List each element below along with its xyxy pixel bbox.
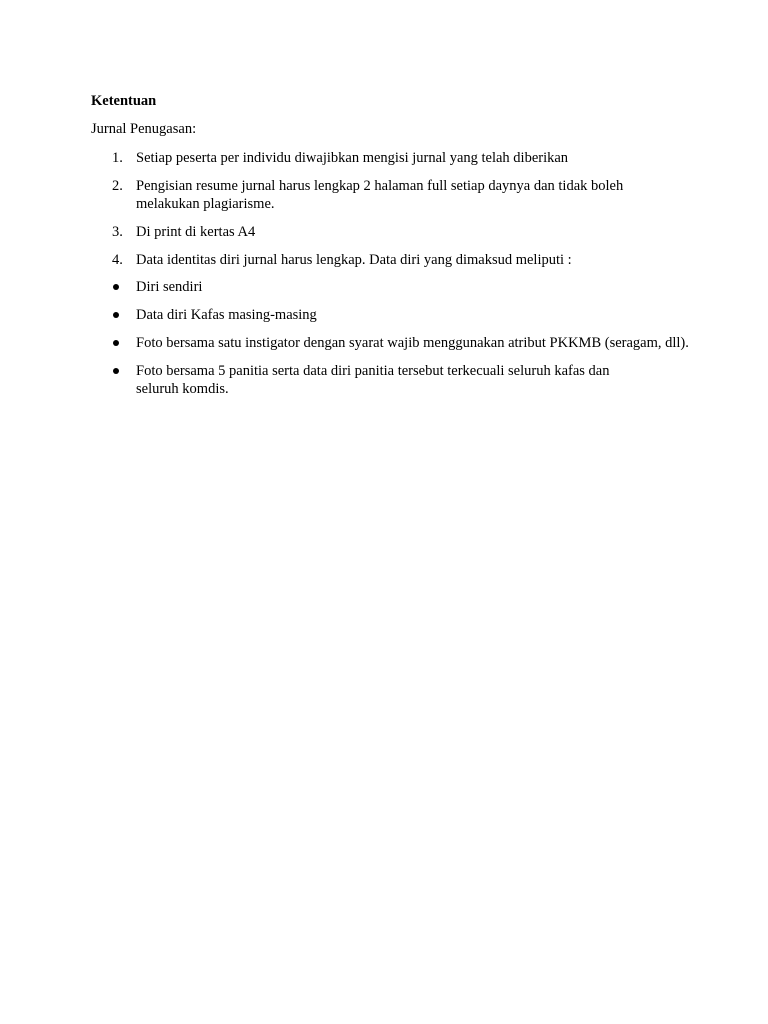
list-number: 3. (112, 224, 123, 240)
list-number: 2. (112, 178, 123, 194)
list-item-text: Setiap peserta per individu diwajibkan mengisi jurnal yang telah diberikan (136, 150, 569, 166)
list-number: 4. (112, 252, 123, 268)
list-number: 1. (112, 150, 123, 166)
list-item-text: Data diri Kafas masing-masing (136, 307, 317, 323)
list-item-text: Pengisian resume jurnal harus lengkap 2 halaman full setiap daynya dan tidak boleh melakukan plagiarisme. (136, 178, 624, 212)
section-heading: Ketentuan (91, 93, 157, 109)
intro-text: Jurnal Penugasan: (91, 121, 197, 137)
bullet-icon (113, 284, 119, 290)
list-item-text: Foto bersama satu instigator dengan syarat wajib menggunakan atribut PKKMB (seragam, dll). (136, 335, 689, 351)
bullet-icon (113, 340, 119, 346)
list-item-text: Data identitas diri jurnal harus lengkap. Data diri yang dimaksud meliputi : (136, 252, 572, 268)
bullet-icon (113, 368, 119, 374)
list-item-text: Foto bersama 5 panitia serta data diri panitia tersebut terkecuali seluruh kafas dan seluruh komdis. (136, 363, 610, 397)
list-item-text: Diri sendiri (136, 279, 203, 295)
list-item-text: Di print di kertas A4 (136, 224, 256, 240)
bullet-icon (113, 312, 119, 318)
